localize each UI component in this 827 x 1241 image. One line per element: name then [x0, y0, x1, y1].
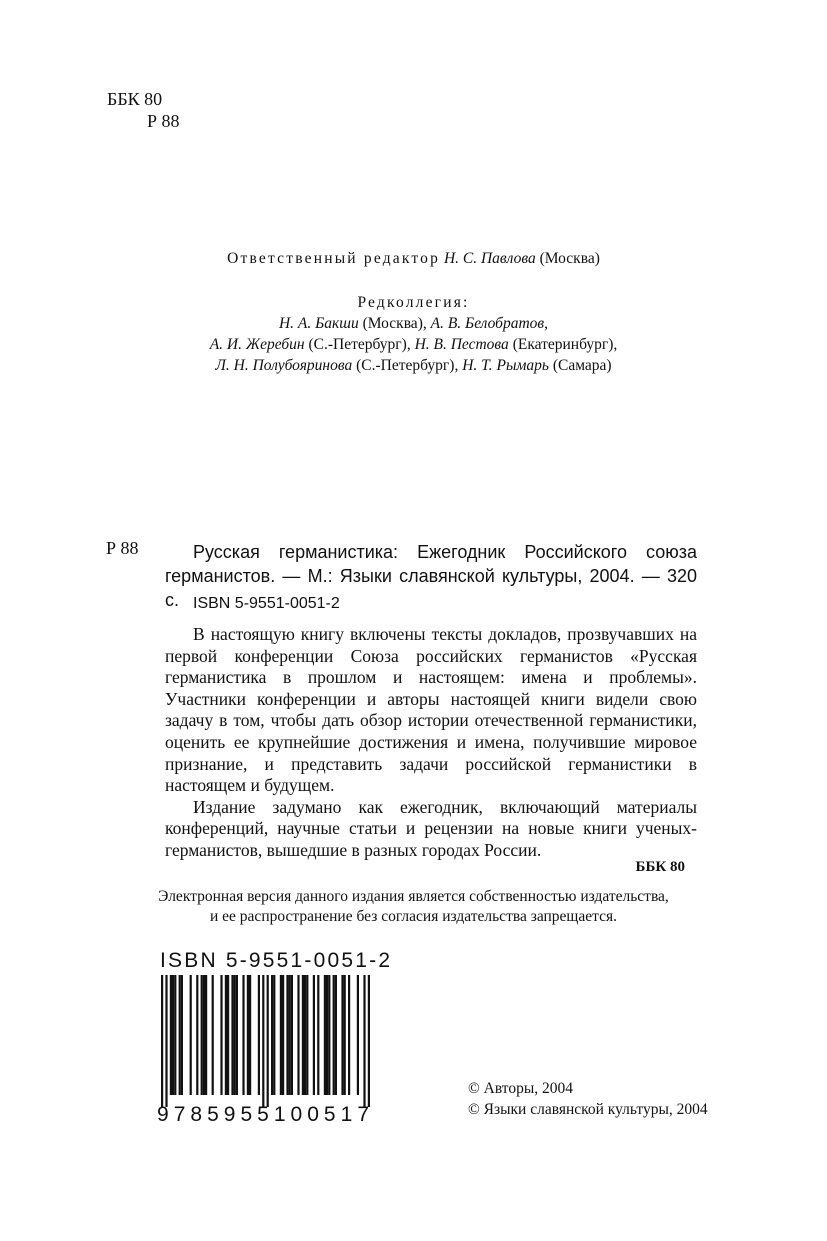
board-member: А. В. Белобратов — [430, 315, 545, 332]
board-line-1 — [0, 313, 827, 334]
copyright-authors: © Авторы, 2004 — [468, 1080, 574, 1097]
barcode-bar — [282, 975, 284, 1095]
barcode-bar — [262, 975, 264, 1107]
barcode-bar — [181, 975, 183, 1095]
barcode-bar — [172, 975, 174, 1095]
copyright-publisher: © Языки славянской культуры, 2004 — [468, 1101, 708, 1118]
barcode-isbn-label: ISBN 5-9551-0051-2 — [160, 949, 393, 972]
bbk-code: ББК 80 — [107, 89, 163, 109]
electronic-notice-line-1: Электронная версия данного издания является собственностью издательства, — [158, 888, 669, 905]
barcode-bar — [179, 975, 181, 1095]
book-title: Русская германистика: Ежегодник Российского союза германистов. — М.: Языки славянской культуры, 2004. — 320 с. — [165, 542, 697, 610]
barcode-bar — [302, 975, 304, 1095]
barcode-bar — [165, 975, 167, 1107]
barcode-bar — [242, 975, 244, 1095]
barcode-bar — [205, 975, 207, 1095]
board-member: А. И. Жеребин — [209, 336, 305, 353]
board-city: (С.-Петербург), — [352, 357, 463, 374]
responsible-editor — [0, 250, 827, 268]
bbk-header — [107, 88, 180, 132]
board-city: (Москва), — [358, 315, 431, 332]
barcode-bar — [273, 975, 275, 1095]
barcode-bar — [212, 975, 214, 1095]
copyright-block — [468, 1078, 708, 1120]
board-line-2 — [0, 334, 827, 355]
barcode-bar — [234, 975, 236, 1095]
barcode-bar — [289, 975, 291, 1095]
board-member: Л. Н. Полубояринова — [215, 357, 353, 374]
barcode-bar — [231, 975, 233, 1095]
barcode-bar — [258, 975, 260, 1095]
board-label: Редколлегия: — [357, 294, 470, 311]
editor-name: Н. С. Павлова — [443, 250, 536, 267]
barcode-bar — [291, 975, 293, 1095]
barcode-bar — [286, 975, 288, 1095]
barcode-image — [157, 975, 373, 1123]
barcode-bar — [324, 975, 326, 1095]
barcode-bar — [203, 975, 205, 1095]
barcode-bar — [357, 975, 359, 1095]
annotation-paragraph-1: В настоящую книгу включены тексты докладов, прозвучавших на первой конференции Союза российских германистов «Русская германистика в прошлом и настоящем: имена и проблемы». Участники конференции и авторы настоящей книги видели свою задачу в том, чтобы дать обзор истории отечественной германистики, оценить ее крупнейшие достижения и имена, получившие мировое признание, и представить задачи российской германистики в настоящем и будущем. — [165, 624, 697, 796]
barcode-bar — [174, 975, 176, 1095]
editorial-board — [0, 292, 827, 376]
barcode-bar — [220, 975, 222, 1095]
barcode-bar — [317, 975, 319, 1095]
barcode-bar — [170, 975, 172, 1095]
barcode-bar — [201, 975, 203, 1095]
barcode-bar — [333, 975, 335, 1095]
editor-city: (Москва) — [539, 250, 600, 267]
annotation — [165, 624, 697, 862]
barcode-bar — [227, 975, 229, 1095]
barcode-bar — [236, 975, 238, 1095]
barcode-bar — [280, 975, 282, 1095]
bbk-record-code: ББК 80 — [635, 859, 685, 875]
board-city: (С.-Петербург), — [304, 336, 415, 353]
barcode-bar — [190, 975, 192, 1095]
board-member: Н. Т. Рымарь — [462, 357, 549, 374]
barcode-bar — [306, 975, 308, 1095]
barcode-bar — [326, 975, 328, 1095]
barcode-bar — [247, 975, 249, 1095]
isbn-text: ISBN 5-9551-0051-2 — [193, 595, 340, 612]
board-member: Н. В. Пестова — [414, 336, 509, 353]
editor-label: Ответственный редактор — [227, 250, 441, 267]
board-city: (Самара) — [548, 357, 612, 374]
barcode-bar — [304, 975, 306, 1095]
barcode-bar — [271, 975, 273, 1095]
barcode-bar — [249, 975, 251, 1095]
barcode-bar — [328, 975, 330, 1095]
barcode-bar — [196, 975, 198, 1095]
barcode-bar — [368, 975, 370, 1107]
barcode-bar — [267, 975, 269, 1107]
electronic-notice-line-2: и ее распространение без согласия издательства запрещается. — [210, 908, 617, 925]
barcode-bar — [225, 975, 227, 1095]
electronic-notice — [0, 887, 827, 927]
barcode-bar — [341, 975, 343, 1095]
barcode-bar — [297, 975, 299, 1095]
barcode-digits: 9785955100517 — [157, 1103, 369, 1123]
barcode-bar — [348, 975, 350, 1095]
barcode-bar — [313, 975, 315, 1095]
barcode-bar — [344, 975, 346, 1095]
board-city: , — [544, 315, 549, 332]
board-member: Н. А. Бакши — [278, 315, 359, 332]
barcode-bar — [335, 975, 337, 1095]
author-sign: Р 88 — [147, 111, 180, 131]
barcode-bar — [363, 975, 365, 1107]
annotation-paragraph-2: Издание задумано как ежегодник, включающий материалы конференций, научные статьи и рецензии на новые книги ученых-германистов, вышедшие в разных городах России. — [165, 796, 697, 860]
board-city: (Екатеринбург), — [508, 336, 618, 353]
barcode-bar — [161, 975, 163, 1107]
board-line-3 — [0, 355, 827, 376]
record-sign: Р 88 — [106, 538, 139, 558]
